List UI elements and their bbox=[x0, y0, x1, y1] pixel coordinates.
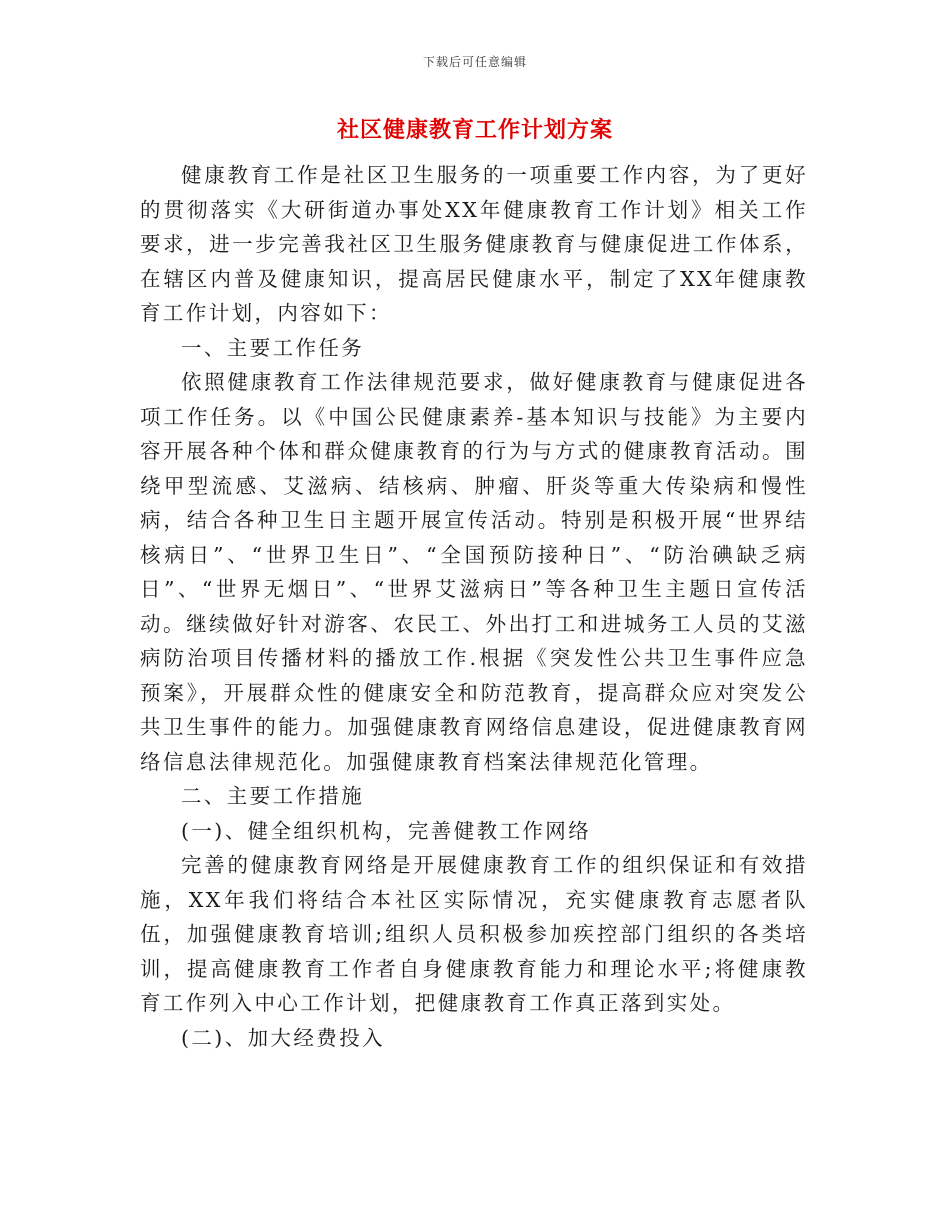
document-body bbox=[140, 158, 808, 1055]
section-heading-measures: 二、主要工作措施 bbox=[181, 784, 365, 808]
paragraph-organization: 完善的健康教育网络是开展健康教育工作的组织保证和有效措施，XX年我们将结合本社区实际情况，充实健康教育志愿者队伍，加强健康教育培训;组织人员积极参加疾控部门组织的各类培训，提高健康教育工作者自身健康教育能力和理论水平;将健康教育工作列入中心工作计划，把健康教育工作真正落到实处。 bbox=[140, 853, 808, 1015]
paragraph-tasks: 依照健康教育工作法律规范要求，做好健康教育与健康促进各项工作任务。以《中国公民健康素养-基本知识与技能》为主要内容开展各种个体和群众健康教育的行为与方式的健康教育活动。围绕甲型流感、艾滋病、结核病、肿瘤、肝炎等重大传染病和慢性病，结合各种卫生日主题开展宣传活动。特别是积极开展“世界结核病日”、“世界卫生日”、“全国预防接种日”、“防治碘缺乏病日”、“世界无烟日”、“世界艾滋病日”等各种卫生主题日宣传活动。继续做好针对游客、农民工、外出打工和进城务工人员的艾滋病防治项目传播材料的播放工作.根据《突发性公共卫生事件应急预案》，开展群众性的健康安全和防范教育，提高群众应对突发公共卫生事件的能力。加强健康教育网络信息建设，促进健康教育网络信息法律规范化。加强健康教育档案法律规范化管理。 bbox=[140, 370, 808, 774]
header-note: 下载后可任意编辑 bbox=[422, 55, 527, 69]
subsection-heading-organization: (一)、健全组织机构，完善健教工作网络 bbox=[181, 818, 592, 843]
subsection-heading-funding: (二)、加大经费投入 bbox=[181, 1025, 385, 1050]
paragraph-intro: 健康教育工作是社区卫生服务的一项重要工作内容，为了更好的贯彻落实《大研街道办事处XX年健康教育工作计划》相关工作要求，进一步完善我社区卫生服务健康教育与健康促进工作体系，在辖区内普及健康知识，提高居民健康水平，制定了XX年健康教育工作计划，内容如下： bbox=[140, 163, 808, 325]
document-title: 社区健康教育工作计划方案 bbox=[336, 117, 613, 143]
section-heading-tasks: 一、主要工作任务 bbox=[181, 335, 365, 360]
